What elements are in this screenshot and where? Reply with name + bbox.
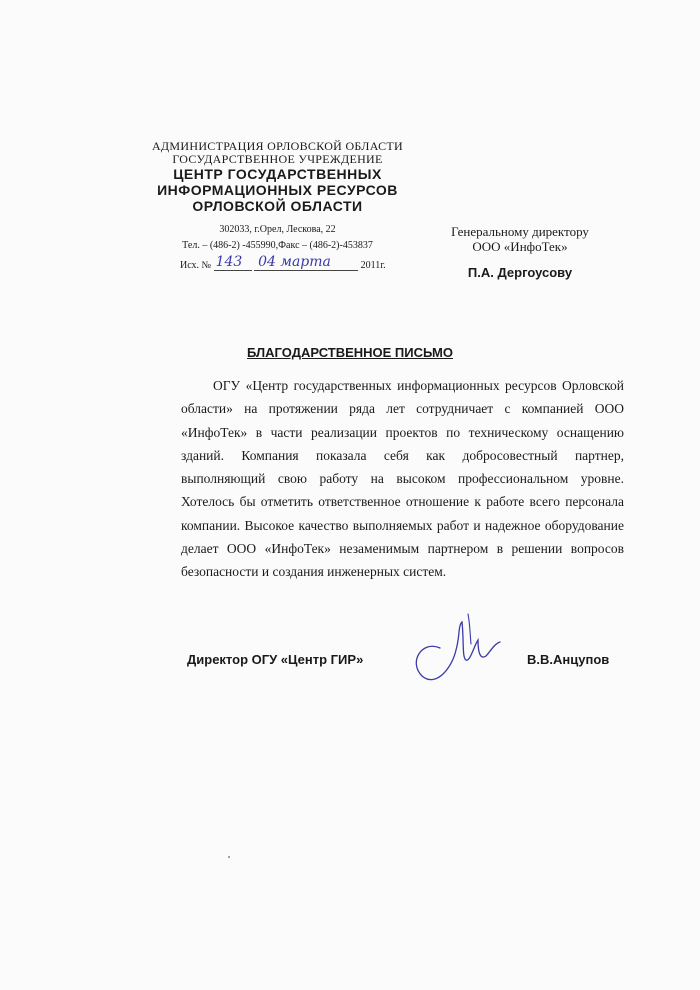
header-address: 302033, г.Орел, Лескова, 22 (219, 224, 336, 235)
header-org-line-2: ГОСУДАРСТВЕННОЕ УЧРЕЖДЕНИЕ (172, 152, 383, 166)
signatory-position: Директор ОГУ «Центр ГИР» (187, 652, 364, 667)
header-org-line-5: ОРЛОВСКОЙ ОБЛАСТИ (192, 198, 363, 214)
ref-handwritten-number: 143 (215, 254, 243, 270)
ref-handwritten-date: 04 марта (258, 254, 331, 270)
header-org-line-1: АДМИНИСТРАЦИЯ ОРЛОВСКОЙ ОБЛАСТИ (151, 139, 404, 153)
ref-year: 2011г. (360, 260, 386, 271)
header-org-line-4: ИНФОРМАЦИОННЫХ РЕСУРСОВ (157, 182, 398, 198)
letter-body: ОГУ «Центр государственных информационных ресурсов Орловской области» на протяжении ряда лет сотрудничает с компанией ООО «ИнфоТек» в части реализации проектов по техническому оснащению зданий. Компания показала себя как добросовестный партнер, выполняющий свою работу на высоком профессиональном уровне. Хотелось бы отметить ответственное отношение к работе всего персонала компании. Высокое качество выполняемых работ и надежное оборудование делает ООО «ИнфоТек» незаменимым партнером в решении вопросов безопасности и создания инженерных систем. (181, 378, 624, 580)
ref-number-line (214, 254, 252, 271)
recipient-name: П.А. Дергоусову (467, 265, 573, 280)
recipient-company: ООО «ИнфоТек» (472, 239, 568, 254)
recipient-title: Генеральному директору (451, 224, 589, 239)
handwritten-signature (400, 600, 510, 695)
ref-date-line (254, 254, 358, 271)
header-phone-fax: Тел. – (486-2) -455990,Факс – (486-2)-453837 (182, 240, 373, 251)
signatory-name: В.В.Анцупов (527, 652, 610, 667)
outgoing-reference (180, 254, 410, 271)
letter-title: БЛАГОДАРСТВЕННОЕ ПИСЬМО (247, 345, 453, 360)
scan-speck (228, 856, 230, 858)
ref-prefix: Исх. № (180, 260, 212, 271)
header-org-line-3: ЦЕНТР ГОСУДАРСТВЕННЫХ (173, 166, 382, 182)
